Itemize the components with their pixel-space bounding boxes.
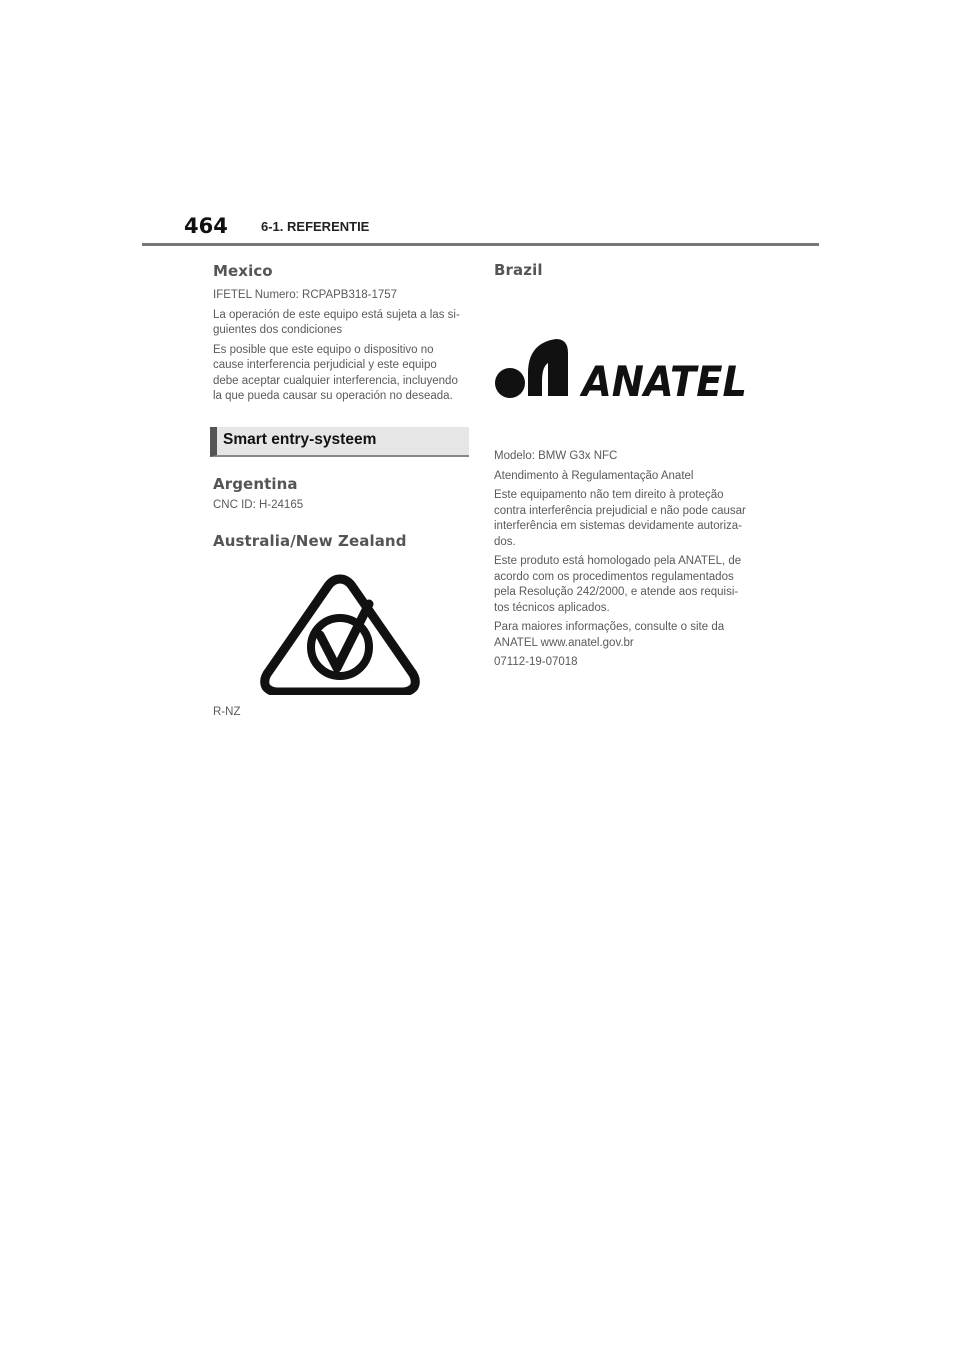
brazil-text-line: pela Resolução 242/2000, e atende aos requisi- xyxy=(494,586,739,598)
mexico-text-line: Es posible que este equipo o dispositivo no xyxy=(213,343,434,356)
brazil-text-line: contra interferência prejudicial e não pode causar xyxy=(494,504,746,517)
brazil-text-line: Para maiores informações, consulte o site da xyxy=(494,621,725,633)
mexico-text-line: cause interferencia perjudicial y este equipo xyxy=(213,359,437,371)
smart-entry-banner xyxy=(210,427,469,457)
header-rule xyxy=(142,243,819,246)
brazil-text-line: acordo com os procedimentos regulamentados xyxy=(494,570,734,583)
smart-entry-title: Smart entry-systeem xyxy=(223,430,377,448)
anatel-logo-icon xyxy=(492,333,750,403)
brazil-model: Modelo: BMW G3x NFC xyxy=(494,450,618,462)
mexico-text-line: La operación de este equipo está sujeta a las si- xyxy=(213,308,460,321)
argentina-cnc-id: CNC ID: H-24165 xyxy=(213,498,304,511)
brazil-text-line: Este produto está homologado pela ANATEL, de xyxy=(494,555,742,567)
brazil-website-line: ANATEL www.anatel.gov.br xyxy=(494,636,634,649)
brazil-heading: Brazil xyxy=(494,261,543,279)
section-label: 6-1. REFERENTIE xyxy=(261,219,370,234)
right-column xyxy=(494,261,754,671)
brazil-homologation-code: 07112-19-07018 xyxy=(494,656,578,668)
page-number: 464 xyxy=(184,214,228,238)
brazil-text-line: tos técnicos aplicados. xyxy=(494,601,610,614)
australia-heading: Australia/New Zealand xyxy=(213,532,407,550)
brazil-text-line: dos. xyxy=(494,535,516,548)
brazil-text-line: interferência em sistemas devidamente autoriza- xyxy=(494,520,743,532)
mexico-heading: Mexico xyxy=(213,262,273,280)
mexico-text-line: la que pueda causar su operación no deseada. xyxy=(213,390,453,402)
mexico-ifetel-number: IFETEL Numero: RCPAPB318-1757 xyxy=(213,289,398,301)
brazil-text-line: Este equipamento não tem direito à proteção xyxy=(494,489,724,501)
anatel-logo-area xyxy=(494,279,754,409)
left-column xyxy=(213,262,469,721)
mexico-text-line: guientes dos condiciones xyxy=(213,324,343,336)
anatel-logo-text: ANATEL xyxy=(579,357,747,403)
mexico-text-line: debe aceptar cualquier interferencia, incluyendo xyxy=(213,374,458,387)
argentina-heading: Argentina xyxy=(213,474,298,493)
rnz-caption: R-NZ xyxy=(213,706,241,718)
brazil-text-line: Atendimento à Regulamentação Anatel xyxy=(494,469,694,482)
rcm-compliance-mark-icon xyxy=(257,571,423,695)
rcm-mark xyxy=(213,571,469,705)
